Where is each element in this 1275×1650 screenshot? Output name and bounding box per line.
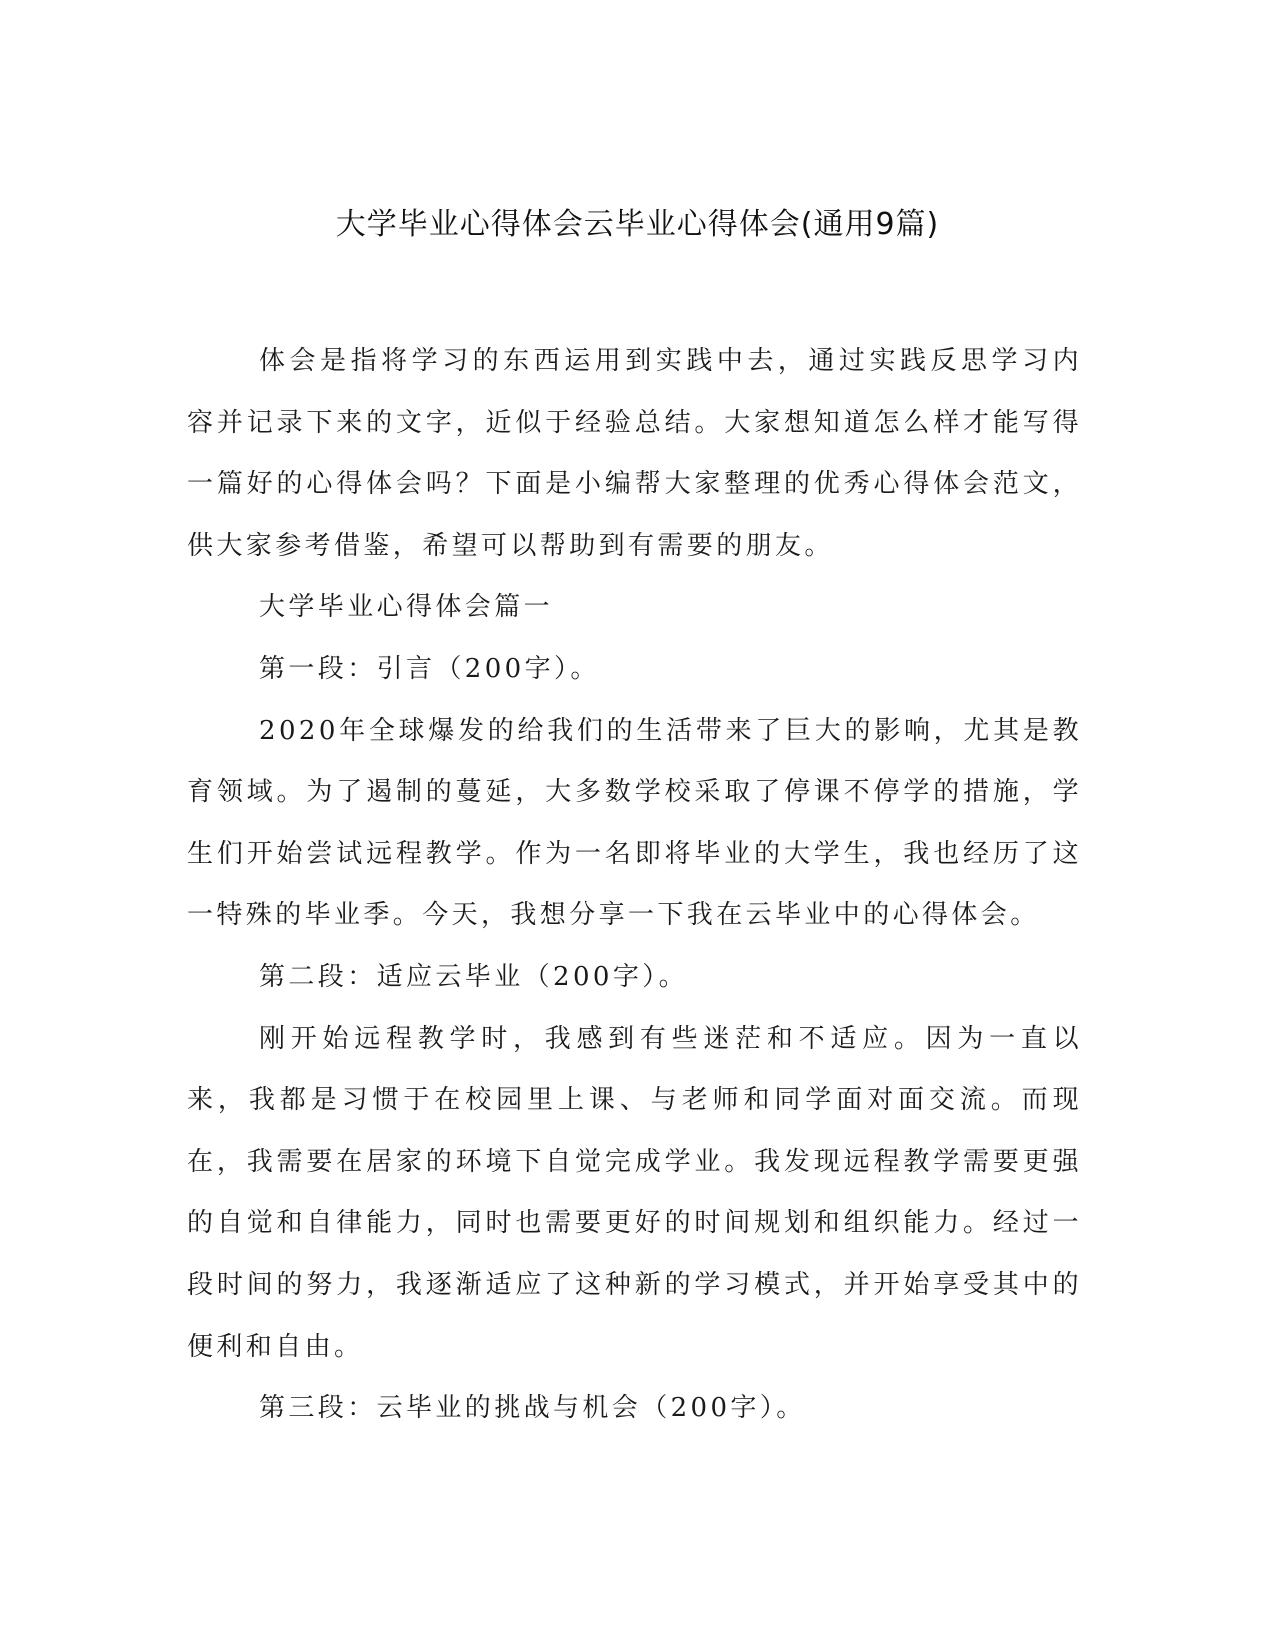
subheading-challenges: 第三段：云毕业的挑战与机会（200字）。	[259, 1393, 806, 1424]
paragraph-introduction: 2020年全球爆发的给我们的生活带来了巨大的影响，尤其是教育领域。为了遏制的蔓延，大多数学校采取了停课不停学的措施，学生们开始尝试远程教学。作为一名即将毕业的大学生，我也经历了这一特殊的毕业季。今天，我想分享一下我在云毕业中的心得体会。	[187, 715, 1082, 931]
subheading-adapting: 第二段：适应云毕业（200字）。	[259, 961, 689, 992]
subheading-introduction: 第一段：引言（200字）。	[259, 653, 600, 684]
paragraph-adapting: 刚开始远程教学时，我感到有些迷茫和不适应。因为一直以来，我都是习惯于在校园里上课、与老师和同学面对面交流。而现在，我需要在居家的环境下自觉完成学业。我发现远程教学需要更强的自觉和自律能力，同时也需要更好的时间规划和组织能力。经过一段时间的努力，我逐渐适应了这种新的学习模式，并开始享受其中的便利和自由。	[187, 1023, 1082, 1362]
document-body	[187, 331, 1082, 1440]
section-heading-part-one: 大学毕业心得体会篇一	[259, 592, 554, 623]
intro-paragraph: 体会是指将学习的东西运用到实践中去，通过实践反思学习内容并记录下来的文字，近似于经验总结。大家想知道怎么样才能写得一篇好的心得体会吗？下面是小编帮大家整理的优秀心得体会范文，供大家参考借鉴，希望可以帮助到有需要的朋友。	[187, 346, 1082, 561]
document-title: 大学毕业心得体会云毕业心得体会(通用9篇)	[335, 207, 940, 242]
